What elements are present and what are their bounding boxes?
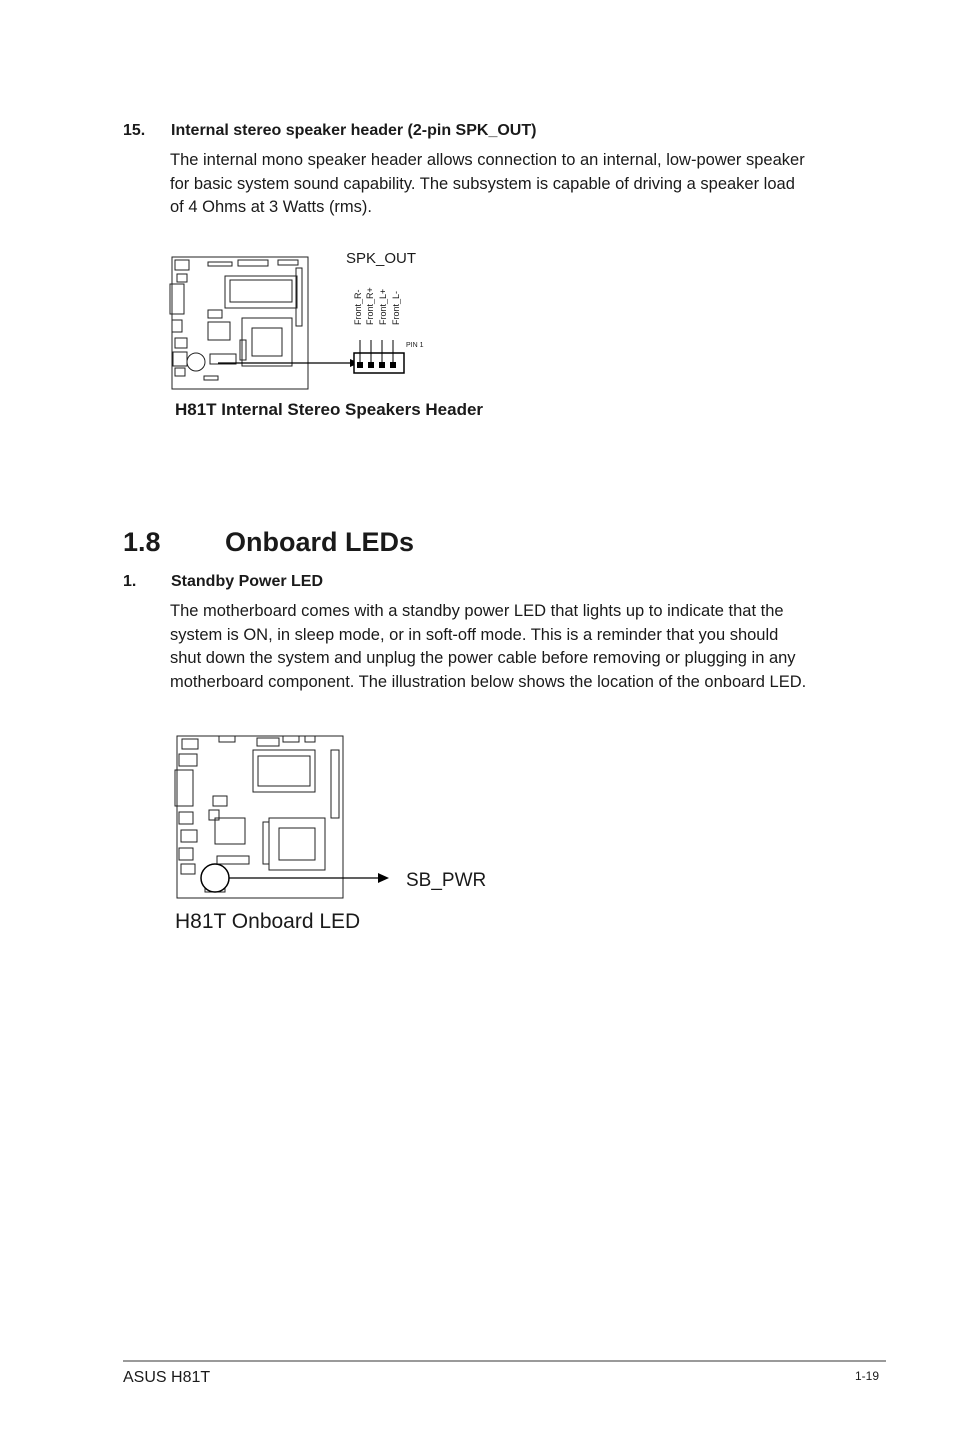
footer-rule [123, 1360, 886, 1362]
pin-label: Front_L+ [378, 288, 388, 325]
paragraph-line: shut down the system and unplug the power cable before removing or plugging in any [170, 649, 796, 667]
pin-label: Front_L- [391, 290, 401, 325]
connector-label: SPK_OUT [346, 250, 417, 267]
footer-product-name: ASUS H81T [123, 1369, 211, 1386]
paragraph-line: of 4 Ohms at 3 Watts (rms). [170, 198, 373, 216]
figure-caption: H81T Internal Stereo Speakers Header [175, 400, 484, 419]
paragraph-line: motherboard component. The illustration below shows the location of the onboard LED. [170, 672, 807, 691]
item-title: Internal stereo speaker header (2-pin SPK_OUT) [171, 122, 537, 139]
paragraph-line: for basic system sound capability. The subsystem is capable of driving a speaker load [170, 174, 795, 193]
led-label: SB_PWR [406, 870, 487, 891]
motherboard-led-diagram [165, 730, 395, 905]
figure-caption: H81T Onboard LED [175, 910, 361, 933]
paragraph-line: system is ON, in sleep mode, or in soft-off mode. This is a reminder that you should [170, 625, 779, 644]
item-description [170, 149, 850, 220]
page-number: 1-19 [855, 1369, 880, 1383]
item-number: 15. [123, 122, 146, 139]
item-description [170, 600, 850, 694]
pin-label: Front_R- [353, 289, 363, 325]
paragraph-line: The internal mono speaker header allows connection to an internal, low-power speaker [170, 151, 805, 169]
paragraph-line: The motherboard comes with a standby power LED that lights up to indicate that the [170, 602, 784, 620]
item-number: 1. [123, 573, 137, 590]
item-title: Standby Power LED [171, 573, 324, 590]
section-number: 1.8 [123, 527, 161, 557]
section-title: Onboard LEDs [225, 527, 415, 557]
pin1-label: PIN 1 [406, 342, 424, 349]
pin-label: Front_R+ [365, 287, 375, 325]
